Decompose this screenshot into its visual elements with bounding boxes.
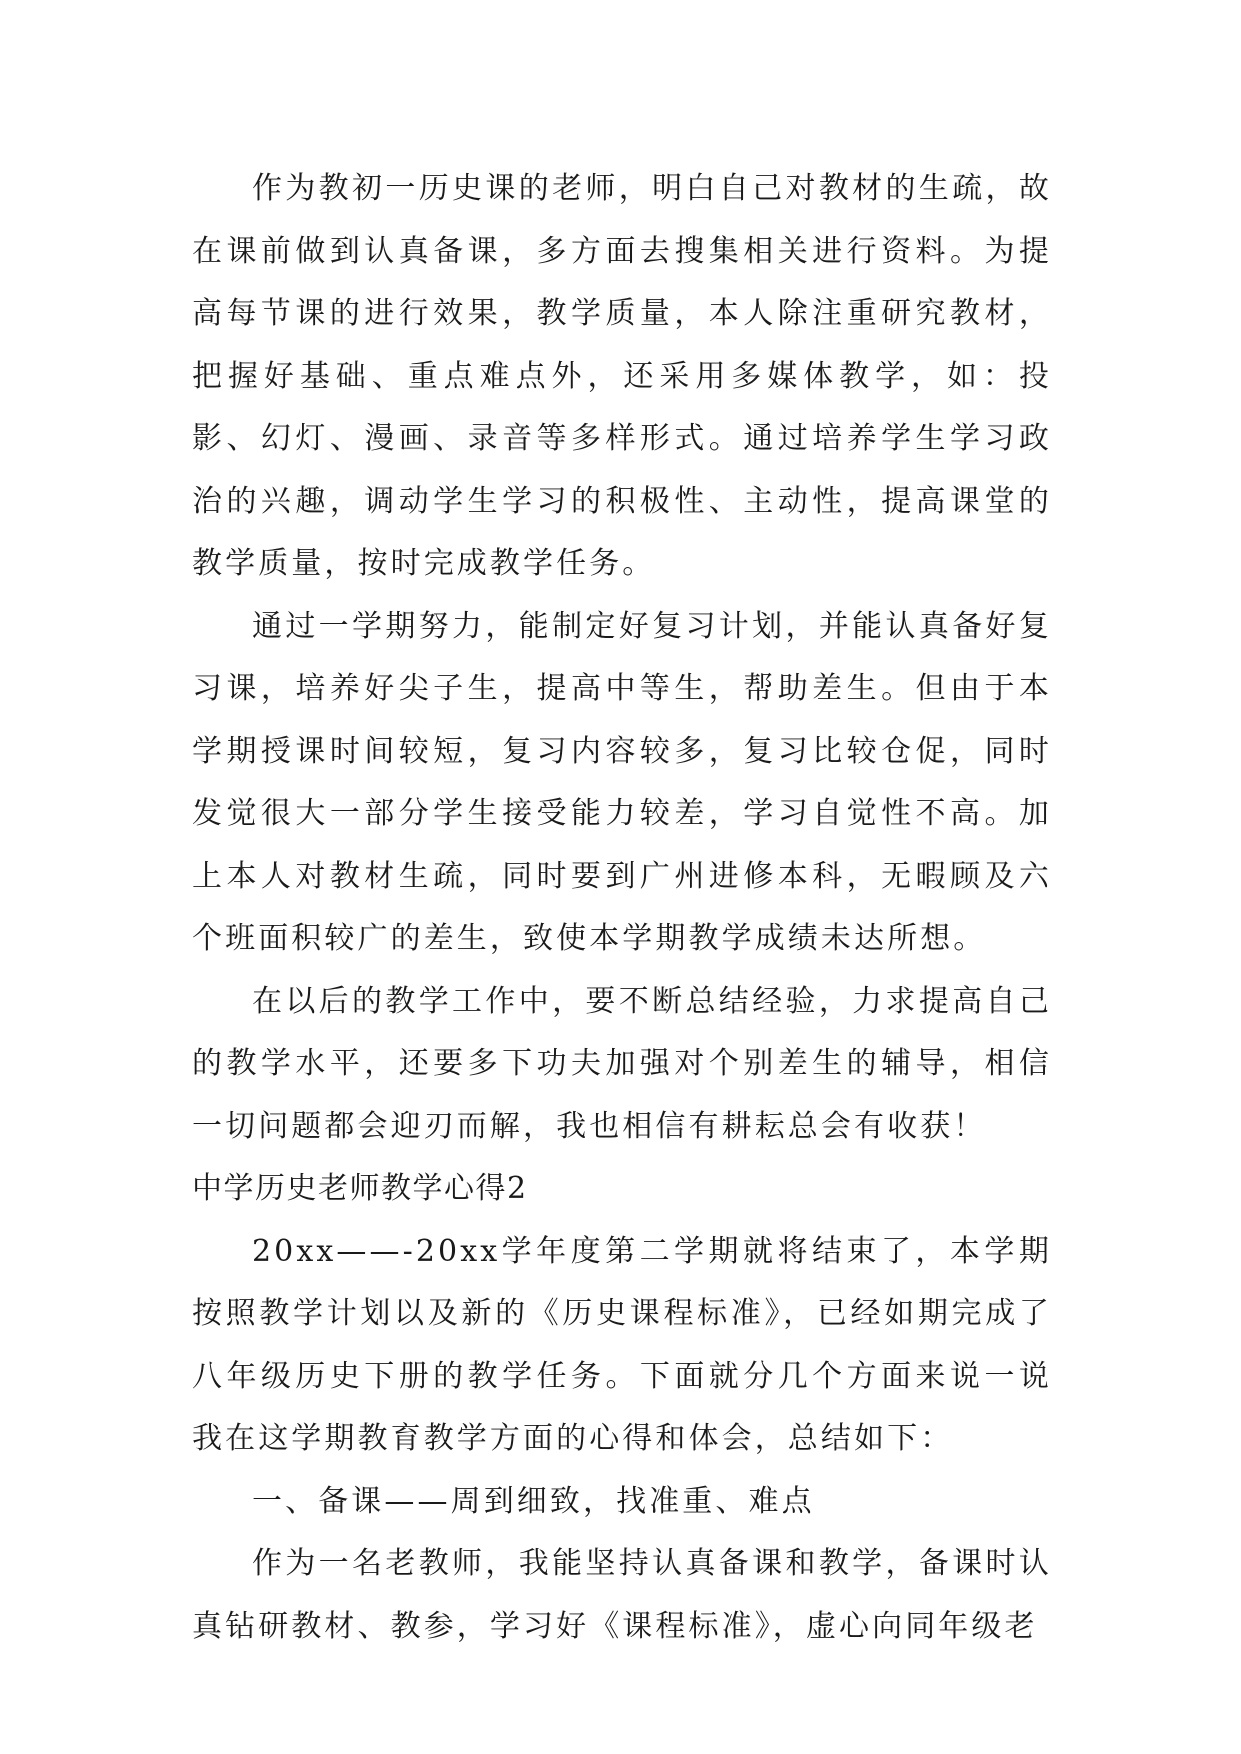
body-paragraph: 作为教初一历史课的老师，明白自己对教材的生疏，故在课前做到认真备课，多方面去搜集相关进行资料。为提高每节课的进行效果，教学质量，本人除注重研究教材，把握好基础、重点难点外，还采用多媒体教学，如：投影、幻灯、漫画、录音等多样形式。通过培养学生学习政治的兴趣，调动学生学习的积极性、主动性，提高课堂的教学质量，按时完成教学任务。	[192, 171, 1052, 581]
subsection-heading: 一、备课——周到细致，找准重、难点	[252, 1483, 815, 1519]
body-paragraph: 在以后的教学工作中，要不断总结经验，力求提高自己的教学水平，还要多下功夫加强对个别差生的辅导，相信一切问题都会迎刃而解，我也相信有耕耘总会有收获！	[192, 983, 1052, 1144]
body-paragraph: 20xx——-20xx学年度第二学期就将结束了，本学期按照教学计划以及新的《历史课程标准》，已经如期完成了八年级历史下册的教学任务。下面就分几个方面来说一说我在这学期教育教学方面的心得和体会，总结如下：	[192, 1233, 1052, 1456]
body-paragraph: 作为一名老教师，我能坚持认真备课和教学，备课时认真钻研教材、教参，学习好《课程标准》，虚心向同年级老	[192, 1546, 1052, 1644]
document-body	[192, 158, 1052, 1658]
body-paragraph: 通过一学期努力，能制定好复习计划，并能认真备好复习课，培养好尖子生，提高中等生，帮助差生。但由于本学期授课时间较短，复习内容较多，复习比较仓促，同时发觉很大一部分学生接受能力较差，学习自觉性不高。加上本人对教材生疏，同时要到广州进修本科，无暇顾及六个班面积较广的差生，致使本学期教学成绩未达所想。	[192, 608, 1052, 956]
section-title: 中学历史老师教学心得2	[192, 1171, 528, 1206]
